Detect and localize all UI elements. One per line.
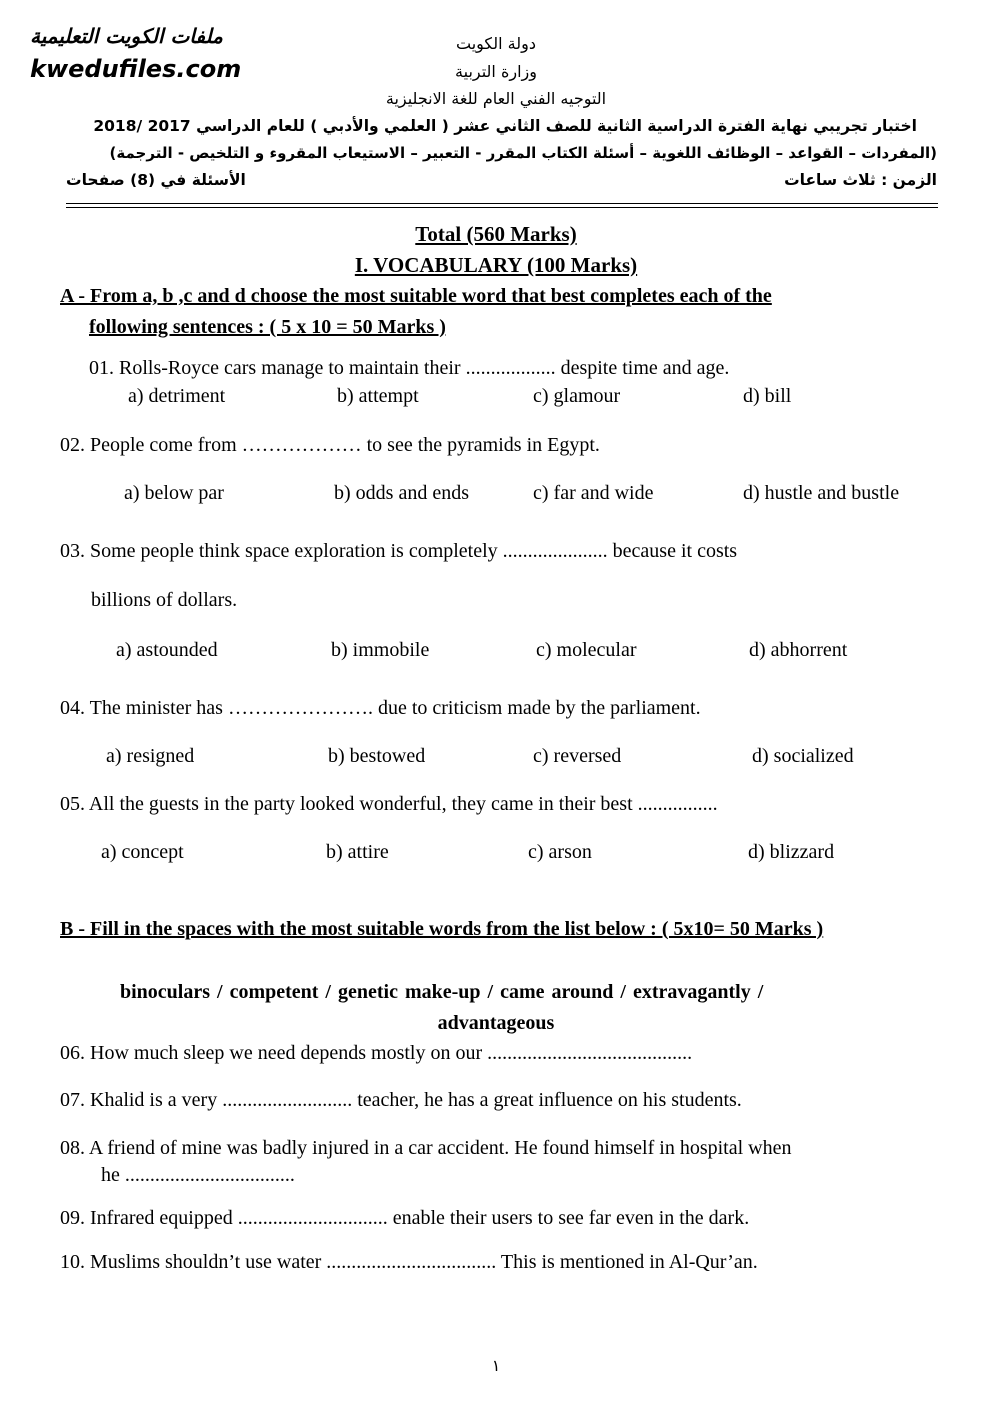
question-10: 10. Muslims shouldn’t use water .................................. This is mentioned in Al-Qur’an. [60, 1251, 758, 1273]
question-03-continued: billions of dollars. [91, 589, 238, 611]
q04-option-b: b) bestowed [328, 745, 426, 767]
q01-option-c: c) glamour [533, 385, 621, 407]
header-state: دولة الكويت [456, 34, 536, 53]
section-title-vocabulary: I. VOCABULARY (100 Marks) [354, 253, 638, 277]
watermark-arabic: ملفات الكويت التعليمية [30, 24, 223, 48]
q03-option-b: b) immobile [331, 639, 430, 661]
header-sections: (المفردات – القواعد – الوظائف اللغوية – أسئلة الكتاب المقرر - التعبير – الاستيعاب المقروء و التلخيص - الترجمة) [109, 144, 937, 162]
question-07: 07. Khalid is a very .......................... teacher, he has a great influence on his students. [60, 1089, 742, 1111]
q02-option-b: b) odds and ends [334, 482, 469, 504]
question-08-continued: he .................................. [101, 1164, 295, 1186]
part-a-instruction-line2: following sentences : ( 5 x 10 = 50 Marks ) [89, 316, 446, 338]
q05-option-b: b) attire [326, 841, 389, 863]
q03-option-a: a) astounded [116, 639, 218, 661]
q01-option-b: b) attempt [337, 385, 419, 407]
question-08: 08. A friend of mine was badly injured in a car accident. He found himself in hospital when [60, 1137, 792, 1159]
q03-option-d: d) abhorrent [749, 639, 848, 661]
divider-bottom [66, 207, 938, 208]
q02-option-c: c) far and wide [533, 482, 654, 504]
question-04: 04. The minister has …………………. due to criticism made by the parliament. [60, 697, 701, 719]
q04-option-c: c) reversed [533, 745, 622, 767]
header-exam-title: اختبار تجريبي نهاية الفترة الدراسية الثانية للصف الثاني عشر ( العلمي والأدبي ) للعام الدراسي 2017 /2018 [93, 117, 917, 135]
part-b-instruction: B - Fill in the spaces with the most suitable words from the list below : ( 5x10= 50 Marks ) [60, 918, 824, 940]
header-department: التوجيه الفني العام للغة الانجليزية [385, 89, 607, 108]
total-marks: Total (560 Marks) [415, 222, 577, 246]
header-time: الزمن : ثلاث ساعات [784, 171, 937, 189]
question-03: 03. Some people think space exploration is completely ..................... because it costs [60, 540, 738, 562]
q05-option-a: a) concept [101, 841, 184, 863]
part-a-instruction-line1: A - From a, b ,c and d choose the most suitable word that best completes each of the [60, 285, 772, 307]
q04-option-d: d) socialized [752, 745, 854, 767]
q02-option-d: d) hustle and bustle [743, 482, 900, 504]
word-bank-line2: advantageous [437, 1012, 555, 1034]
question-06: 06. How much sleep we need depends mostly on our ......................................... [60, 1042, 693, 1064]
watermark-site: kwedufiles.com [30, 55, 242, 83]
q05-option-d: d) blizzard [748, 841, 835, 863]
question-09: 09. Infrared equipped .............................. enable their users to see far even in the dark. [60, 1207, 750, 1229]
header-pages: الأسئلة في (8) صفحات [66, 171, 246, 189]
q01-option-d: d) bill [743, 385, 792, 407]
question-01: 01. Rolls-Royce cars manage to maintain their .................. despite time and age. [89, 357, 730, 379]
question-02: 02. People come from ……………… to see the pyramids in Egypt. [60, 434, 600, 456]
question-05: 05. All the guests in the party looked wonderful, they came in their best ................ [60, 793, 718, 815]
q03-option-c: c) molecular [536, 639, 637, 661]
page-number: ١ [491, 1358, 501, 1375]
divider-top [66, 203, 938, 204]
q02-option-a: a) below par [124, 482, 224, 504]
word-bank-line1: binoculars / competent / genetic make-up / came around / extravagantly / [120, 981, 764, 1003]
q05-option-c: c) arson [528, 841, 592, 863]
q01-option-a: a) detriment [128, 385, 226, 407]
header-ministry: وزارة التربية [455, 62, 537, 81]
q04-option-a: a) resigned [106, 745, 195, 767]
